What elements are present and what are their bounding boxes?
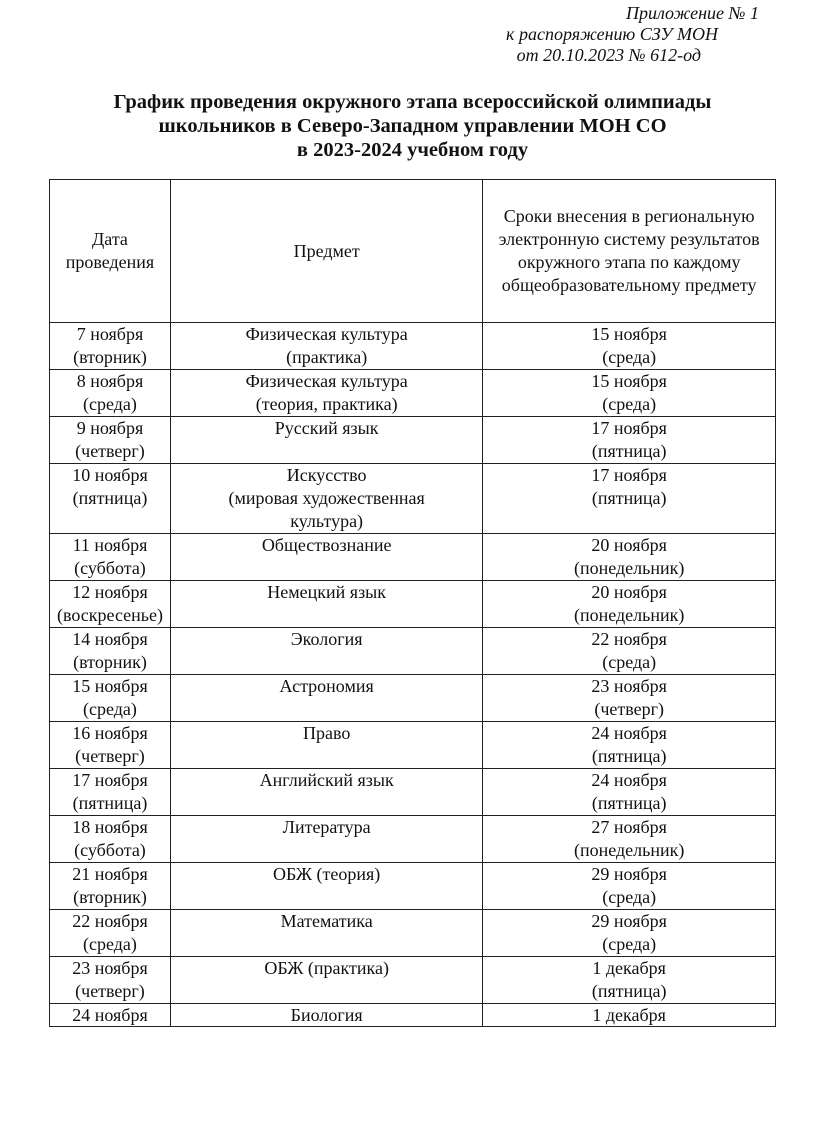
cell-date-line: 7 ноября: [76, 324, 144, 344]
cell-subject: [170, 675, 482, 722]
cell-date-line: (среда): [83, 934, 137, 954]
cell-deadline-line: (среда): [602, 934, 657, 954]
cell-deadline-line: (пятница): [591, 441, 667, 461]
table-row: [50, 675, 776, 722]
cell-deadline: [483, 323, 776, 370]
table-row: [50, 534, 776, 581]
title-line-1: График проведения окружного этапа всероссийской олимпиады: [113, 91, 712, 113]
cell-deadline: [483, 464, 776, 534]
cell-subject-line: Биология: [290, 1005, 363, 1025]
cell-subject-line: Русский язык: [274, 418, 379, 438]
cell-date-line: 23 ноября: [72, 958, 148, 978]
cell-deadline-line: 22 ноября: [591, 629, 667, 649]
cell-date: [50, 1004, 171, 1027]
cell-deadline: [483, 675, 776, 722]
schedule-table: [49, 179, 776, 1027]
cell-date: [50, 769, 171, 816]
cell-subject-line: культура): [290, 511, 364, 531]
header-subject: Предмет: [170, 180, 482, 323]
cell-deadline-line: 1 декабря: [592, 1005, 666, 1025]
table-row: [50, 370, 776, 417]
table-row: [50, 464, 776, 534]
cell-date-line: 8 ноября: [76, 371, 144, 391]
cell-date-line: (вторник): [73, 887, 147, 907]
cell-date-line: 14 ноября: [72, 629, 148, 649]
cell-subject-line: (мировая художественная: [228, 488, 425, 508]
cell-deadline-line: (пятница): [591, 793, 667, 813]
table-row: [50, 417, 776, 464]
cell-subject: [170, 816, 482, 863]
cell-date-line: 21 ноября: [72, 864, 148, 884]
table-row: [50, 816, 776, 863]
cell-date: [50, 910, 171, 957]
cell-date-line: (вторник): [73, 652, 147, 672]
cell-date-line: (вторник): [73, 347, 147, 367]
cell-date-line: 18 ноября: [72, 817, 148, 837]
cell-subject-line: Литература: [282, 817, 371, 837]
cell-date-line: (четверг): [75, 746, 145, 766]
table-row: [50, 581, 776, 628]
cell-subject: [170, 323, 482, 370]
cell-deadline: [483, 910, 776, 957]
cell-deadline-line: (среда): [602, 652, 657, 672]
cell-deadline-line: 23 ноября: [591, 676, 667, 696]
cell-deadline: [483, 957, 776, 1004]
cell-deadline-line: (пятница): [591, 488, 667, 508]
annex-line-3: от 20.10.2023 № 612-од: [516, 45, 701, 65]
cell-deadline-line: 20 ноября: [591, 535, 667, 555]
table-row: [50, 769, 776, 816]
cell-date: [50, 675, 171, 722]
cell-deadline: [483, 417, 776, 464]
cell-subject-line: Физическая культура: [245, 371, 408, 391]
cell-subject-line: Английский язык: [259, 770, 394, 790]
cell-subject-line: Математика: [280, 911, 373, 931]
cell-deadline-line: 27 ноября: [591, 817, 667, 837]
cell-date: [50, 323, 171, 370]
header-deadline: Сроки внесения в региональную электронную систему результатов окружного этапа по каждому общеобразовательному предмету: [483, 180, 776, 323]
cell-deadline-line: 29 ноября: [591, 864, 667, 884]
cell-deadline-line: (среда): [602, 347, 657, 367]
cell-date-line: 10 ноября: [72, 465, 148, 485]
cell-subject: [170, 957, 482, 1004]
cell-subject: [170, 534, 482, 581]
cell-date-line: 9 ноября: [76, 418, 144, 438]
header-date: Дата проведения: [50, 180, 171, 323]
table-row: [50, 910, 776, 957]
table-row: [50, 722, 776, 769]
cell-subject: [170, 417, 482, 464]
cell-deadline-line: 17 ноября: [591, 418, 667, 438]
cell-date: [50, 628, 171, 675]
cell-deadline: [483, 581, 776, 628]
cell-subject-line: Право: [302, 723, 351, 743]
annex-line-2: к распоряжению СЗУ МОН: [506, 24, 718, 44]
table-header-row: [50, 180, 776, 323]
cell-date: [50, 417, 171, 464]
table-row: [50, 323, 776, 370]
cell-subject: [170, 628, 482, 675]
cell-date-line: 16 ноября: [72, 723, 148, 743]
cell-subject-line: Физическая культура: [245, 324, 408, 344]
cell-deadline: [483, 769, 776, 816]
cell-deadline-line: 24 ноября: [591, 723, 667, 743]
cell-subject: [170, 769, 482, 816]
cell-deadline-line: 24 ноября: [591, 770, 667, 790]
cell-date-line: (среда): [83, 699, 137, 719]
cell-date: [50, 370, 171, 417]
cell-date: [50, 722, 171, 769]
cell-deadline-line: 29 ноября: [591, 911, 667, 931]
cell-deadline: [483, 534, 776, 581]
cell-date-line: 22 ноября: [72, 911, 148, 931]
cell-deadline: [483, 1004, 776, 1027]
table-row: [50, 628, 776, 675]
cell-deadline-line: 17 ноября: [591, 465, 667, 485]
cell-subject-line: Экология: [290, 629, 363, 649]
cell-date: [50, 863, 171, 910]
cell-date-line: 12 ноября: [72, 582, 148, 602]
cell-subject-line: Астрономия: [279, 676, 374, 696]
cell-date-line: (воскресенье): [56, 605, 163, 625]
cell-deadline-line: (понедельник): [573, 840, 685, 860]
cell-deadline-line: (понедельник): [573, 605, 685, 625]
cell-subject-line: (практика): [286, 347, 368, 367]
cell-deadline-line: (четверг): [594, 699, 664, 719]
cell-deadline-line: 15 ноября: [591, 324, 667, 344]
cell-deadline: [483, 628, 776, 675]
cell-date-line: (суббота): [74, 558, 146, 578]
cell-deadline: [483, 370, 776, 417]
cell-date-line: (четверг): [75, 441, 145, 461]
cell-subject-line: Обществознание: [261, 535, 392, 555]
cell-deadline-line: (пятница): [591, 981, 667, 1001]
cell-date-line: (четверг): [75, 981, 145, 1001]
annex-note: [429, 3, 759, 66]
cell-date-line: (среда): [83, 394, 137, 414]
cell-date: [50, 816, 171, 863]
cell-date: [50, 534, 171, 581]
schedule-rows: [50, 323, 776, 1027]
cell-subject: [170, 722, 482, 769]
cell-deadline: [483, 816, 776, 863]
cell-subject-line: ОБЖ (практика): [264, 958, 389, 978]
cell-date: [50, 581, 171, 628]
cell-date-line: (пятница): [72, 488, 148, 508]
title-line-3: в 2023-2024 учебном году: [296, 139, 529, 161]
cell-subject: [170, 370, 482, 417]
cell-deadline-line: (понедельник): [573, 558, 685, 578]
cell-deadline-line: (среда): [602, 394, 657, 414]
annex-line-1: Приложение № 1: [625, 3, 759, 23]
cell-subject-line: ОБЖ (теория): [273, 864, 381, 884]
cell-subject: [170, 910, 482, 957]
cell-deadline: [483, 863, 776, 910]
cell-deadline-line: (пятница): [591, 746, 667, 766]
cell-deadline: [483, 722, 776, 769]
cell-date-line: 24 ноября: [72, 1005, 148, 1025]
title-line-2: школьников в Северо-Западном управлении МОН СО: [158, 115, 667, 137]
cell-deadline-line: 20 ноября: [591, 582, 667, 602]
table-row: [50, 1004, 776, 1027]
cell-date-line: (пятница): [72, 793, 148, 813]
cell-date-line: 17 ноября: [72, 770, 148, 790]
cell-subject: [170, 464, 482, 534]
cell-subject: [170, 581, 482, 628]
cell-subject-line: Немецкий язык: [267, 582, 387, 602]
cell-deadline-line: (среда): [602, 887, 657, 907]
document-title: [0, 90, 825, 162]
cell-date-line: 11 ноября: [72, 535, 148, 555]
cell-subject-line: Искусство: [286, 465, 367, 485]
cell-subject: [170, 1004, 482, 1027]
cell-deadline-line: 15 ноября: [591, 371, 667, 391]
cell-date-line: (суббота): [74, 840, 146, 860]
cell-subject: [170, 863, 482, 910]
table-row: [50, 863, 776, 910]
cell-deadline-line: 1 декабря: [592, 958, 666, 978]
cell-date: [50, 464, 171, 534]
cell-date-line: 15 ноября: [72, 676, 148, 696]
cell-date: [50, 957, 171, 1004]
table-row: [50, 957, 776, 1004]
cell-subject-line: (теория, практика): [255, 394, 398, 414]
